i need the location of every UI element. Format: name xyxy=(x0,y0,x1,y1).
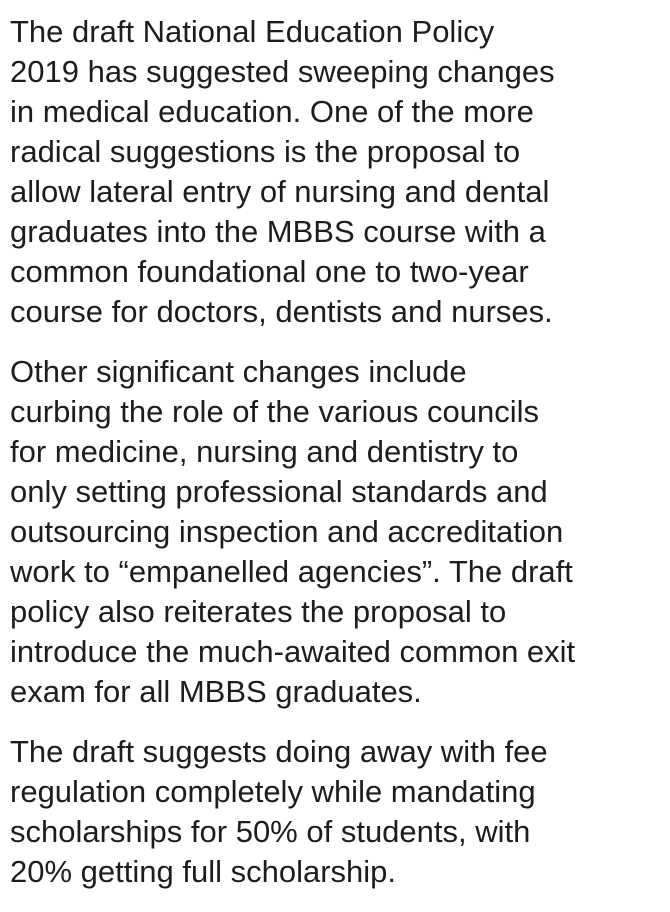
document-body xyxy=(10,12,670,912)
paragraph-1: The draft National Education Policy 2019 has suggested sweeping changes in medical education. One of the more radical suggestions is the proposal to allow lateral entry of nursing and dental graduates into the MBBS course with a common foundational one to two-year course for doctors, dentists and nurses. xyxy=(10,14,555,329)
paragraph-2: Other significant changes include curbing the role of the various councils for medicine, nursing and dentistry to only setting professional standards and outsourcing inspection and accreditation work to “empanelled agencies”. The draft policy also reiterates the proposal to introduce the much-awaited common exit exam for all MBBS graduates. xyxy=(10,354,576,709)
paragraph-3: The draft suggests doing away with fee regulation completely while mandating scholarships for 50% of students, with 20% getting full scholarship. xyxy=(10,734,548,889)
